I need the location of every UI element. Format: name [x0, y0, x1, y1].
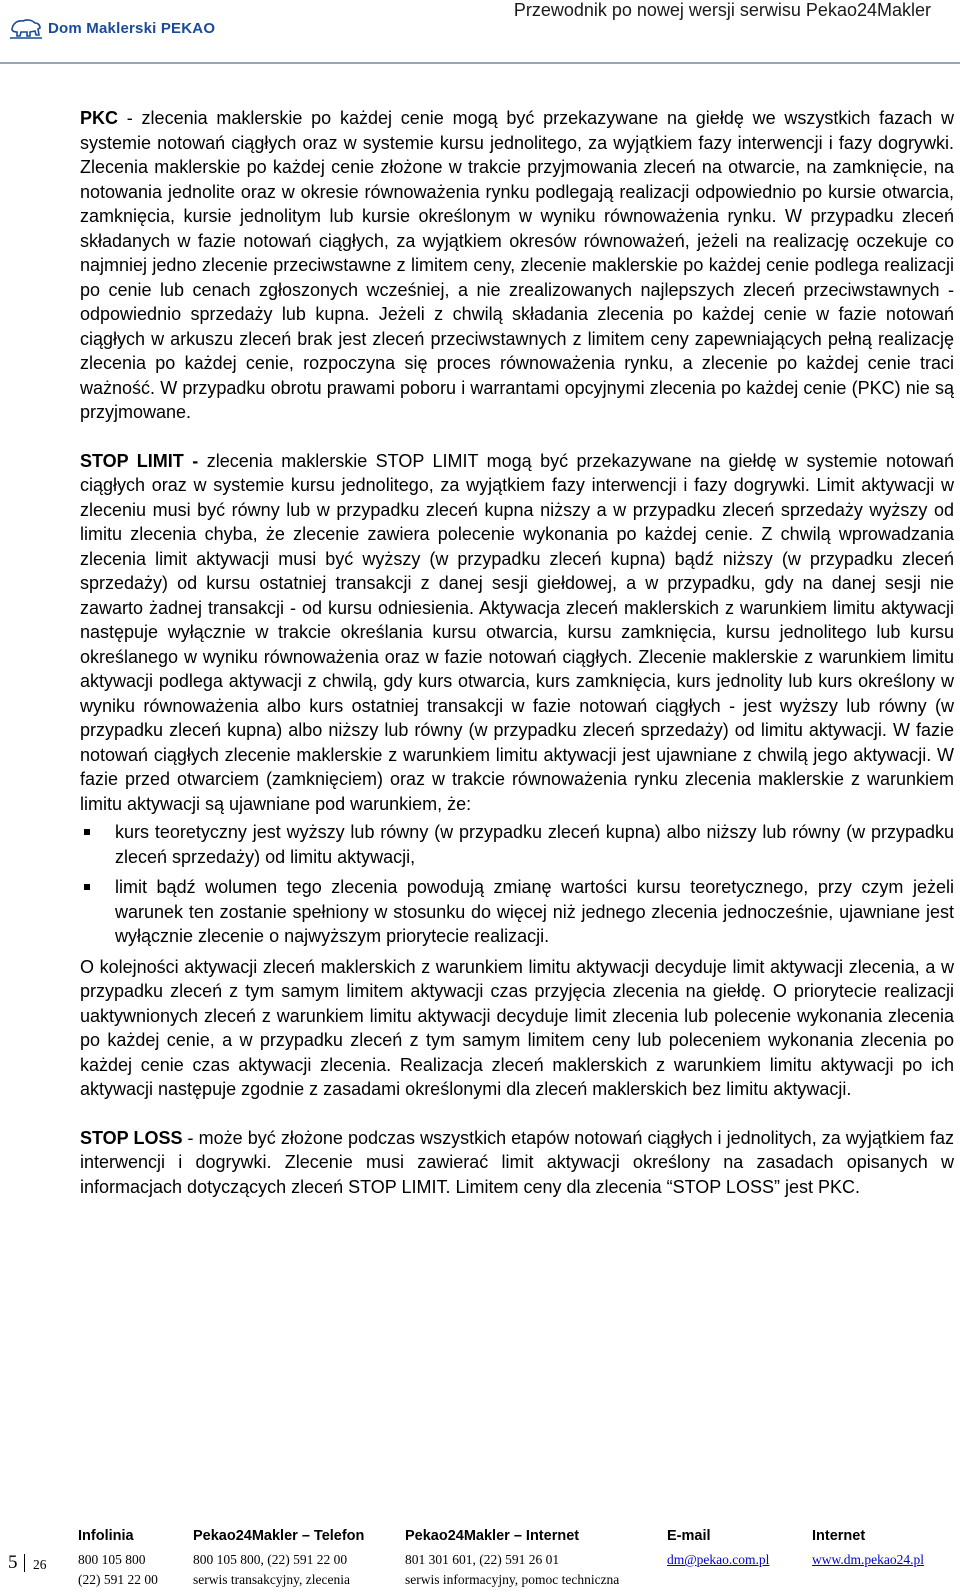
footer-col-website: [812, 1528, 924, 1572]
bison-icon: [10, 17, 42, 39]
page-footer: [0, 1528, 960, 1592]
email-link[interactable]: dm@pekao.com.pl: [667, 1552, 770, 1567]
header-divider: [0, 62, 960, 64]
pkc-term: PKC: [80, 108, 119, 128]
footer-heading: Pekao24Makler – Telefon: [193, 1528, 365, 1544]
page-number: 5: [8, 1552, 18, 1573]
footer-heading: Pekao24Makler – Internet: [405, 1528, 580, 1544]
list-item: kurs teoretyczny jest wyższy lub równy (w przypadku zleceń kupna) albo niższy lub równy (w przypadku zleceń sprzedaży) od limitu aktywacji,: [80, 820, 954, 869]
stop-loss-paragraph: [80, 1126, 954, 1200]
footer-line: 800 105 800, (22) 591 22 00: [193, 1552, 348, 1567]
footer-col-infolinia: [78, 1528, 158, 1592]
footer-line: 801 301 601, (22) 591 26 01: [405, 1552, 560, 1567]
logo-text: Dom Maklerski PEKAO: [48, 19, 216, 37]
footer-col-telefon: [193, 1528, 364, 1592]
page-header: [0, 0, 960, 64]
stop-loss-text: - może być złożone podczas wszystkich etapów notowań ciągłych i jednolitych, za wyjątkiem faz interwencji i dogrywki. Zlecenie musi zawierać limit aktywacji określony na zasadach opisanych w informacjach dotyczących zleceń STOP LIMIT. Limitem ceny dla zlecenia “STOP LOSS” jest PKC.: [80, 1127, 954, 1197]
footer-line: serwis transakcyjny, zlecenia: [193, 1572, 350, 1587]
footer-col-email: [667, 1528, 769, 1572]
stop-loss-term: STOP LOSS: [80, 1127, 183, 1148]
document-body: [80, 106, 954, 1199]
page-number-divider: [24, 1554, 25, 1572]
footer-col-internet-service: [405, 1528, 619, 1592]
stop-limit-paragraph: [80, 449, 954, 817]
list-item: limit bądź wolumen tego zlecenia powodują zmianę wartości kursu teoretycznego, przy czym jeżeli warunek ten zostanie spełniony w stosunku do więcej niż jednego zlecenia jednocześnie, ujawniane jest wyłącznie zlecenie o najwyższym priorytecie realizacji.: [80, 875, 954, 949]
activation-order-paragraph: O kolejności aktywacji zleceń maklerskich z warunkiem limitu aktywacji decyduje limit aktywacji zlecenia, a w przypadku zleceń z tym samym limitem aktywacji czas przyjęcia zlecenia na giełdę. O priorytecie realizacji uaktywnionych zleceń z warunkiem limitu aktywacji decyduje limit zlecenia lub polecenie wykonania zlecenia po każdej cenie, a w przypadku zleceń z tym samym limitem ceny lub poleceniem wykonania zlecenia po każdej cenie czas aktywacji zlecenia. Realizacja zleceń maklerskich z warunkiem limitu aktywacji po ich aktywacji następuje zgodnie z zasadami określonymi dla zleceń maklerskich bez limitu aktywacji.: [80, 956, 954, 1099]
stop-limit-conditions-list: [80, 820, 954, 949]
pkc-paragraph: [80, 106, 954, 425]
footer-heading: Infolinia: [78, 1528, 134, 1544]
stop-limit-term: STOP LIMIT -: [80, 450, 199, 471]
footer-heading: Internet: [812, 1528, 866, 1544]
page-total: 26: [33, 1557, 47, 1572]
footer-line: (22) 591 22 00: [78, 1572, 158, 1587]
brand-logo: [10, 17, 215, 39]
footer-line: 800 105 800: [78, 1552, 146, 1567]
document-title: Przewodnik po nowej wersji serwisu Pekao24Makler: [513, 0, 931, 20]
pkc-text: - zlecenia maklerskie po każdej cenie mogą być przekazywane na giełdę we wszystkich fazach w systemie notowań ciągłych oraz w systemie kursu jednolitego, za wyjątkiem fazy interwencji i fazy dogrywki. Zlecenia maklerskie po każdej cenie złożone w trakcie przyjmowania zleceń na otwarcie, na zamknięcie, na notowania jednolite oraz w okresie równoważenia rynku podlegają realizacji odpowiednio po kursie otwarcia, zamknięcia, kursie jednolitym lub kursie określonym w wyniku równoważenia rynku. W przypadku zleceń składanych w fazie notowań ciągłych, za wyjątkiem okresów równoważeń, jeżeli na realizację oczekuje co najmniej jedno zlecenie przeciwstawne z limitem ceny, zlecenie maklerskie po każdej cenie podlega realizacji po cenie lub cenach zgłoszonych wcześniej, a nie zrealizowanych najlepszych zleceń przeciwstawnych - odpowiednio sprzedaży lub kupna. Jeżeli z chwilą składania zlecenia po każdej cenie w fazie notowań ciągłych w arkuszu zleceń brak jest zleceń przeciwstawnych z limitem ceny zapewniających pełną realizację zlecenia po każdej cenie, rozpoczyna się proces równoważenia rynku, a zlecenie po każdej cenie traci ważność. W przypadku obrotu prawami poboru i warrantami opcyjnymi zlecenia po każdej cenie (PKC) nie są przyjmowane.: [80, 108, 954, 422]
website-link[interactable]: www.dm.pekao24.pl: [812, 1552, 924, 1567]
stop-limit-text: zlecenia maklerskie STOP LIMIT mogą być przekazywane na giełdę w systemie notowań ciągłych oraz w systemie kursu jednolitego, za wyjątkiem fazy interwencji i fazy dogrywki. Limit aktywacji w zleceniu musi być równy lub w przypadku zleceń kupna niższy a w przypadku zleceń sprzedaży wyższy od limitu zlecenia chyba, że zlecenie zawiera polecenie wykonania po każdej cenie. Z chwilą wprowadzania zlecenia limit aktywacji musi być wyższy (w przypadku zleceń kupna) bądź niższy (w przypadku zleceń sprzedaży) od kursu ostatniej transakcji z danej sesji giełdowej, a w przypadku, gdy na danej sesji nie zawarto żadnej transakcji - od kursu odniesienia. Aktywacja zleceń maklerskich z warunkiem limitu aktywacji następuje wyłącznie w trakcie określania kursu otwarcia, kursu zamknięcia, kursu jednolitego lub kursu określanego w wyniku równoważenia oraz w fazie notowań ciągłych. Zlecenie maklerskie z warunkiem limitu aktywacji podlega aktywacji z chwilą, gdy kurs otwarcia, kurs zamknięcia, kurs jednolity lub kurs określony w wyniku równoważenia albo kurs ostatniej transakcji w fazie notowań ciągłych - jest wyższy lub równy (w przypadku zleceń kupna) albo niższy lub równy (w przypadku zleceń sprzedaży) od limitu aktywacji. W fazie notowań ciągłych zlecenie maklerskie z warunkiem limitu aktywacji jest ujawniane z chwilą jego aktywacji. W fazie przed otwarciem (zamknięciem) oraz w trakcie równoważenia rynku zlecenia maklerskie z warunkiem limitu aktywacji są ujawniane pod warunkiem, że:: [80, 450, 954, 814]
footer-heading: E-mail: [667, 1528, 711, 1544]
footer-line: serwis informacyjny, pomoc techniczna: [405, 1572, 620, 1587]
